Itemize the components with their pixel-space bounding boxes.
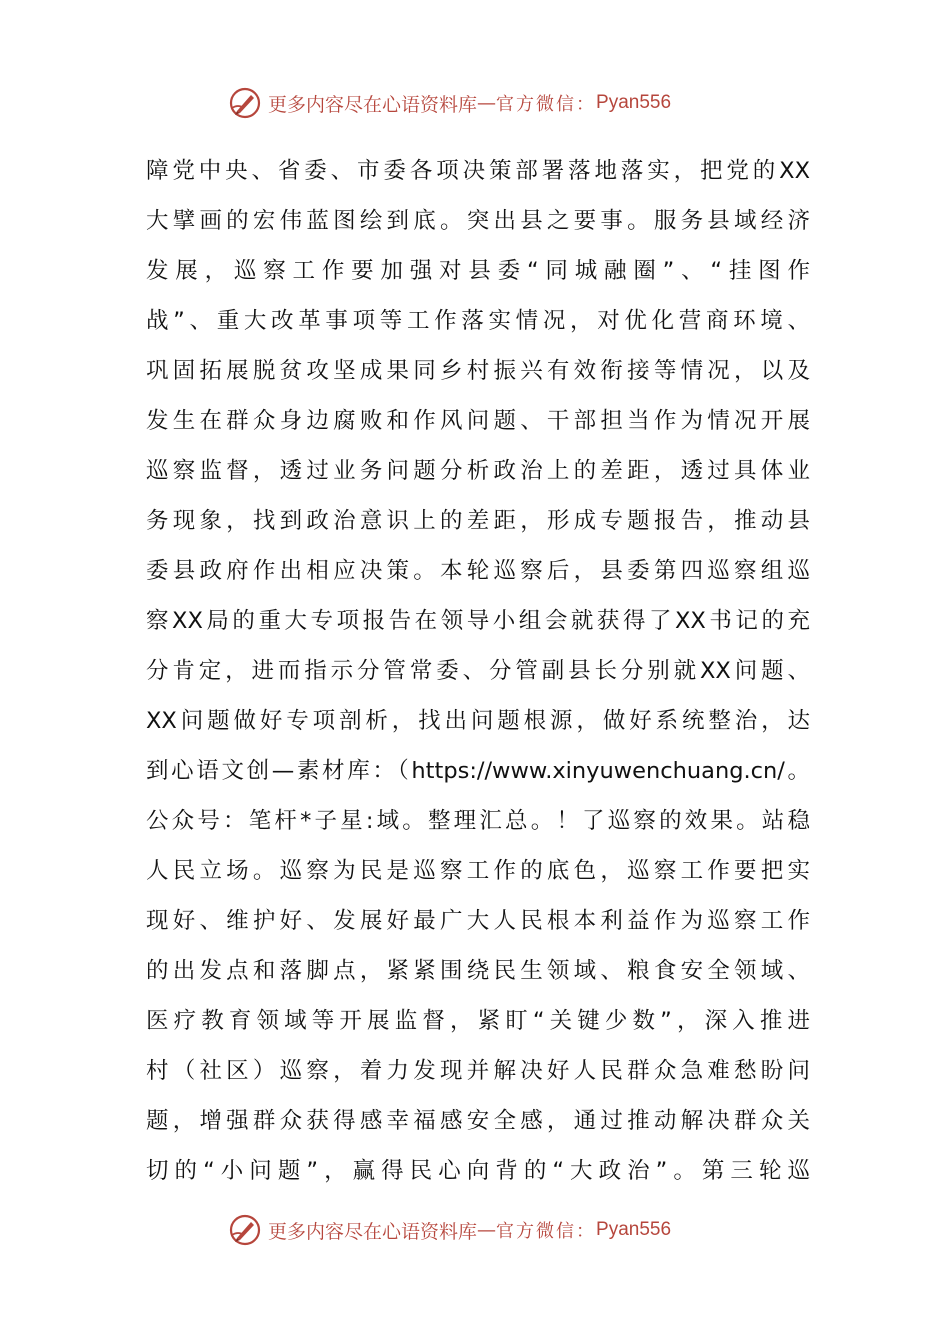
text-line: XX问题做好专项剖析，找出问题根源，做好系统整治，达 [146, 708, 810, 734]
banner-separator: — [477, 92, 497, 114]
text-line: 切的“小问题”，赢得民心向背的“大政治”。第三轮巡 [146, 1158, 810, 1184]
pen-logo-icon [228, 1213, 262, 1247]
text-line: 障党中央、省委、市委各项决策部署落地落实，把党的XX [146, 158, 810, 184]
header-banner [228, 85, 671, 121]
text-line: 巩固拓展脱贫攻坚成果同乡村振兴有效衔接等情况，以及 [146, 358, 810, 384]
footer-banner [228, 1212, 671, 1248]
text-line: 现好、维护好、发展好最广大人民根本利益作为巡察工作 [146, 908, 810, 934]
text-line-url: 到心语文创—素材库：（https://www.xinyuwenchuang.cn/。 [146, 758, 810, 784]
banner-wechat-label: 官方微信： [496, 94, 597, 115]
text-line: 发生在群众身边腐败和作风问题、干部担当作为情况开展 [146, 408, 810, 434]
text-line: 题，增强群众获得感幸福感安全感，通过推动解决群众关 [146, 1108, 810, 1134]
banner-slogan: 更多内容尽在心语资料库 [268, 93, 478, 116]
banner-separator: — [477, 1219, 497, 1241]
pen-logo-icon [228, 86, 262, 120]
text-line: 发展，巡察工作要加强对县委“同城融圈”、“挂图作 [146, 258, 810, 284]
text-line: 医疗教育领域等开展监督，紧盯“关键少数”，深入推进 [146, 1008, 810, 1034]
text-line: 务现象，找到政治意识上的差距，形成专题报告，推动县 [146, 508, 810, 534]
text-line: 委县政府作出相应决策。本轮巡察后，县委第四巡察组巡 [146, 558, 810, 584]
text-line: 察XX局的重大专项报告在领导小组会就获得了XX书记的充 [146, 608, 810, 634]
banner-slogan: 更多内容尽在心语资料库 [268, 1220, 478, 1243]
banner-wechat-label: 官方微信： [496, 1221, 597, 1242]
text-line: 战”、重大改革事项等工作落实情况，对优化营商环境、 [146, 308, 810, 334]
text-line: 的出发点和落脚点，紧紧围绕民生领域、粮食安全领域、 [146, 958, 810, 984]
banner-wechat-id: Pyan556 [596, 92, 672, 113]
text-line: 人民立场。巡察为民是巡察工作的底色，巡察工作要把实 [146, 858, 810, 884]
text-line: 村（社区）巡察，着力发现并解决好人民群众急难愁盼问 [146, 1058, 810, 1084]
text-line: 公众号：笔杆*子星:域。整理汇总。！了巡察的效果。站稳 [146, 808, 810, 834]
body-paragraph [146, 146, 810, 1196]
text-line: 大擘画的宏伟蓝图绘到底。突出县之要事。服务县域经济 [146, 208, 810, 234]
text-line: 巡察监督，透过业务问题分析政治上的差距，透过具体业 [146, 458, 810, 484]
text-line: 分肯定，进而指示分管常委、分管副县长分别就XX问题、 [146, 658, 810, 684]
banner-wechat-id: Pyan556 [596, 1219, 672, 1240]
